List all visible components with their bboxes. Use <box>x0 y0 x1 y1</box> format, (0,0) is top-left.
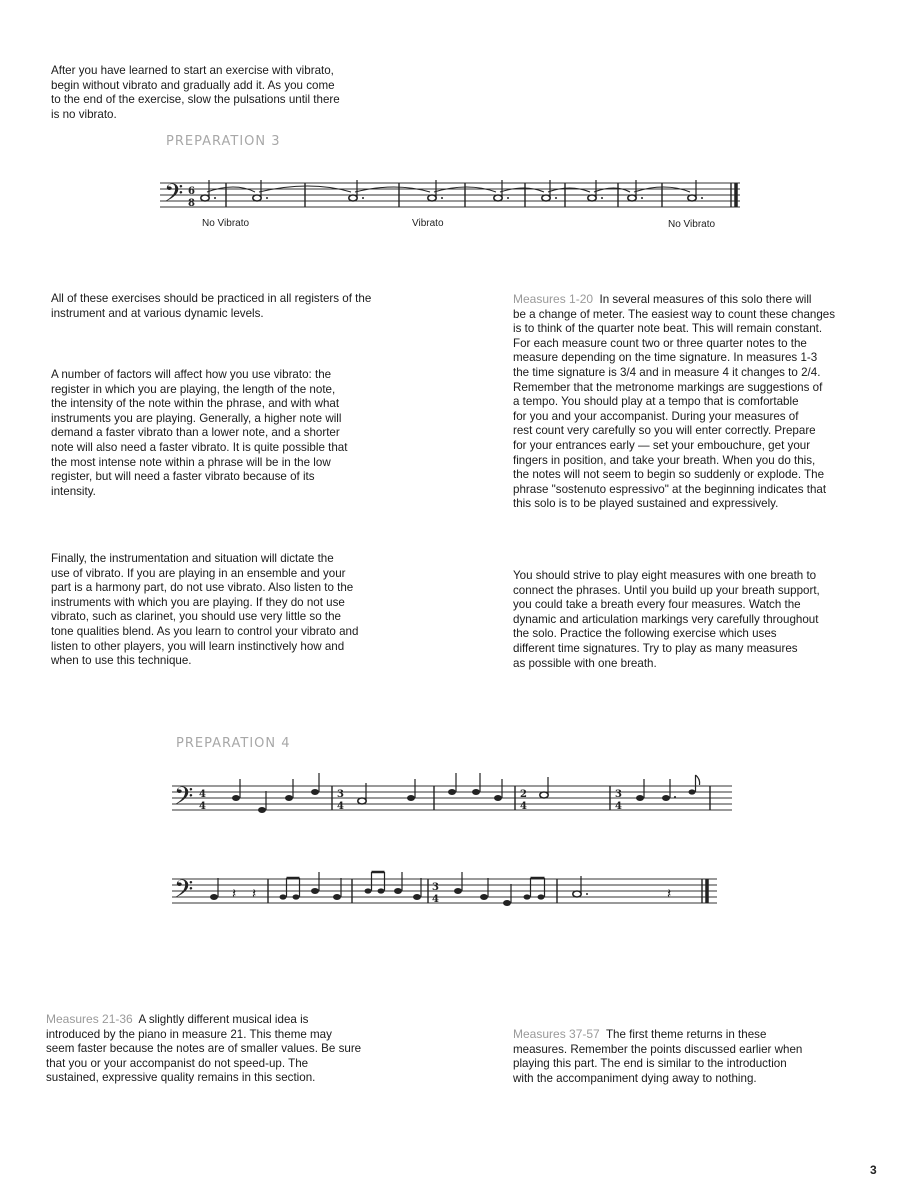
bass-clef-icon: 𝄢 <box>174 782 194 817</box>
left-paragraph-2: A number of factors will affect how you use vibrato: the register in which you are playing, the length of the note, the intensity of the note within the phrase, and with what instruments you are playing. Generally, a higher note will demand a faster vibrato than a lower note, and a shorter note will also need a faster vibrato. It is quite possible that the most intense note within a phrase will be in the low register, but will need a faster vibrato because of its intensity. <box>51 368 348 498</box>
left-paragraph-1: All of these exercises should be practiced in all registers of the instrument and at various dynamic levels. <box>51 292 372 320</box>
measures-21-36-paragraph <box>46 1012 416 1086</box>
svg-text:3: 3 <box>615 789 622 800</box>
bass-clef-icon: 𝄢 <box>164 179 184 214</box>
preparation-4-staff-2 <box>172 874 737 914</box>
right-paragraph-1 <box>513 292 878 512</box>
time-signature-top: 6 <box>188 186 195 197</box>
preparation-4-heading: PREPARATION 4 <box>176 736 291 751</box>
preparation-4-staff-1 <box>172 781 737 821</box>
note-group <box>232 773 710 813</box>
svg-text:4: 4 <box>615 801 622 812</box>
svg-text:𝄽: 𝄽 <box>232 886 237 902</box>
preparation-3-staff <box>160 178 745 218</box>
label-no-vibrato-start: No Vibrato <box>202 218 250 229</box>
svg-text:2: 2 <box>520 789 527 800</box>
page-number: 3 <box>870 1163 877 1177</box>
right-paragraph-2: You should strive to play eight measures with one breath to connect the phrases. Until you build up your breath support, you could take a breath every four measures. Watch the dynamic and articulation markings very carefully throughout the solo. Practice the following exercise which uses different time signatures. Try to play as many measures as possible with one breath. <box>513 569 820 670</box>
note-group <box>201 180 736 207</box>
svg-text:4: 4 <box>337 801 344 812</box>
measures-21-36-label: Measures 21-36 <box>46 1012 133 1026</box>
bass-clef-icon: 𝄢 <box>174 875 194 910</box>
label-no-vibrato-end: No Vibrato <box>668 219 716 230</box>
measures-37-57-text: The first theme returns in these measures. Remember the points discussed earlier when playing this part. The end is similar to the introduction with the accompaniment dying away to nothing. <box>513 1028 803 1085</box>
measures-37-57-label: Measures 37-57 <box>513 1027 600 1041</box>
measures-1-20-label: Measures 1-20 <box>513 292 594 306</box>
svg-text:3: 3 <box>432 882 439 893</box>
time-signature-bottom: 8 <box>188 198 195 209</box>
staff-lines <box>160 183 740 207</box>
left-paragraph-3: Finally, the instrumentation and situation will dictate the use of vibrato. If you are playing in an ensemble and your part is a harmony part, do not use vibrato. Also listen to the instruments with which you are playing. If they do not use vibrato, such as clarinet, you should use very little so the tone qualities blend. As you learn to control your vibrato and listen to other players, you will learn instinctively how and when to use this technique. <box>51 552 359 668</box>
right-paragraph-1-text: In several measures of this solo there will be a change of meter. The easiest way to count these changes is to think of the quarter note beat. This will remain constant. For each measure count two or three quarter notes to the measure depending on the time signature. In measures 1-3 the time signature is 3/4 and in measure 4 it changes to 2/4. Remember that the metronome markings are suggestions of a tempo. You should play at a tempo that is comfortable for you and your accompanist. During your measures of rest count very carefully so you will enter correctly. Prepare for your entrances early — set your embouchure, get your fingers in position, and take your breath. When you do this, the notes will not seem to begin so suddenly or explode. The phrase "sostenuto espressivo" at the beginning indicates that this solo is to be played sustained and expressively. <box>513 293 836 511</box>
label-vibrato: Vibrato <box>412 218 444 229</box>
intro-paragraph: After you have learned to start an exercise with vibrato, begin without vibrato and gradually add it. As you come to the end of the exercise, slow the pulsations until there is no vibrato. <box>51 64 340 121</box>
svg-text:4: 4 <box>520 801 527 812</box>
time-signature-bottom: 4 <box>199 801 206 812</box>
preparation-3-heading: PREPARATION 3 <box>166 134 281 149</box>
svg-text:𝄽: 𝄽 <box>252 886 257 902</box>
measures-37-57-paragraph <box>513 1027 878 1086</box>
svg-text:4: 4 <box>432 894 439 905</box>
note-group <box>210 872 707 906</box>
svg-text:𝄽: 𝄽 <box>667 886 672 902</box>
time-signature-top: 4 <box>199 789 206 800</box>
measures-21-36-text: A slightly different musical idea is introduced by the piano in measure 21. This theme may seem faster because the notes are of smaller values. Be sure that you or your accompanist do not speed-up. The sustained, expressive quality remains in this section. <box>46 1013 362 1085</box>
svg-text:3: 3 <box>337 789 344 800</box>
